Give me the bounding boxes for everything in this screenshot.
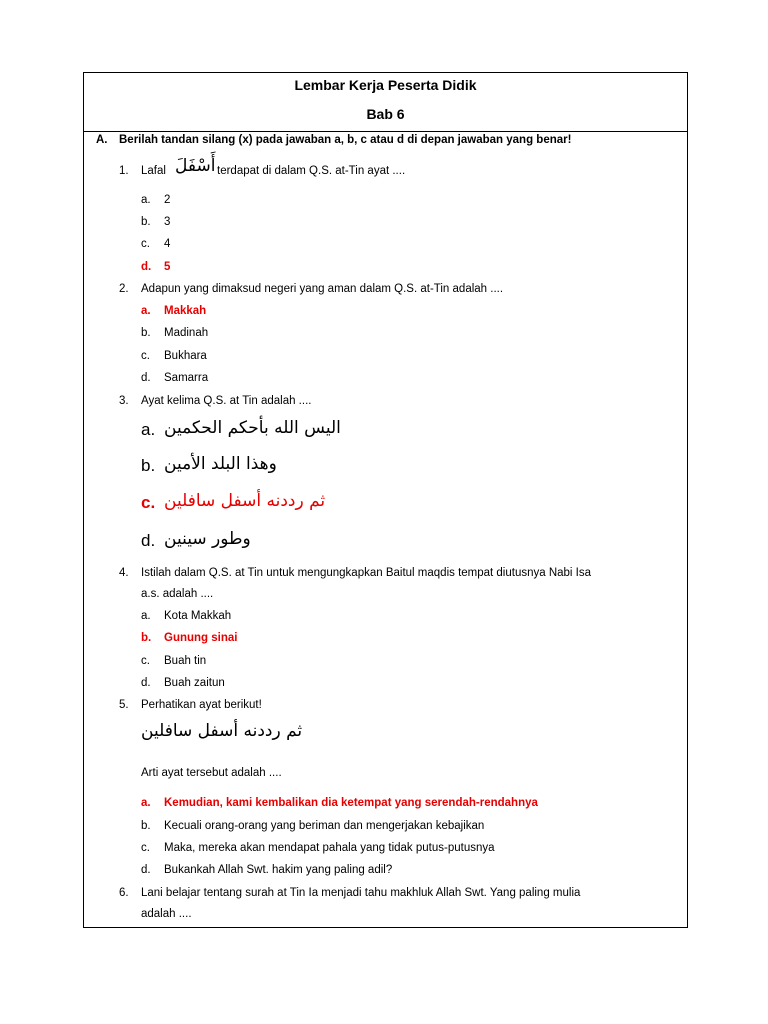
q5-option-d-letter: d. bbox=[141, 864, 151, 876]
q4-number: 4. bbox=[119, 567, 129, 579]
q1-number: 1. bbox=[119, 165, 129, 177]
q5-number: 5. bbox=[119, 699, 129, 711]
q3-option-a-letter: a. bbox=[141, 420, 156, 439]
q4-option-d: Buah zaitun bbox=[164, 677, 225, 689]
page-title: Lembar Kerja Peserta Didik bbox=[294, 77, 477, 93]
q4-text-line2: a.s. adalah .... bbox=[141, 588, 214, 600]
q2-text: Adapun yang dimaksud negeri yang aman dalam Q.S. at-Tin adalah .... bbox=[141, 283, 504, 295]
q1-suffix: terdapat di dalam Q.S. at-Tin ayat .... bbox=[217, 165, 406, 177]
q6-text-line1: Lani belajar tentang surah at Tin Ia menjadi tahu makhluk Allah Swt. Yang paling mulia bbox=[141, 887, 581, 899]
q1-option-a: 2 bbox=[164, 194, 171, 206]
q4-option-c-letter: c. bbox=[141, 655, 150, 667]
q3-option-d-letter: d. bbox=[141, 531, 156, 550]
q3-option-b-letter: b. bbox=[141, 456, 156, 475]
q3-text: Ayat kelima Q.S. at Tin adalah .... bbox=[141, 395, 312, 407]
q3-option-b: وهذا البلد الأمين bbox=[164, 454, 277, 474]
q1-option-d-letter: d. bbox=[141, 261, 152, 273]
q1-option-b: 3 bbox=[164, 216, 171, 228]
q5-option-a-answer: Kemudian, kami kembalikan dia ketempat yang serendah-rendahnya bbox=[164, 797, 538, 809]
q3-option-a: اليس الله بأحكم الحكمين bbox=[164, 418, 341, 438]
chapter-title: Bab 6 bbox=[366, 106, 405, 122]
q3-option-c-answer: ثم رددنه أسفل سافلين bbox=[164, 491, 326, 511]
q5-option-d: Bukankah Allah Swt. hakim yang paling adil? bbox=[164, 864, 393, 876]
q2-option-c: Bukhara bbox=[164, 350, 207, 362]
q1-option-a-letter: a. bbox=[141, 194, 151, 206]
q5-option-b: Kecuali orang-orang yang beriman dan mengerjakan kebajikan bbox=[164, 820, 485, 832]
q4-option-a-letter: a. bbox=[141, 610, 151, 622]
q3-option-d: وطور سينين bbox=[164, 529, 251, 549]
q1-arabic-word: أَسْفَلَ bbox=[175, 156, 216, 176]
section-instruction: Berilah tandan silang (x) pada jawaban a, b, c atau d di depan jawaban yang benar! bbox=[119, 134, 572, 146]
q1-option-b-letter: b. bbox=[141, 216, 151, 228]
q2-number: 2. bbox=[119, 283, 129, 295]
q1-option-c: 4 bbox=[164, 238, 171, 250]
q2-option-a-answer: Makkah bbox=[164, 305, 207, 317]
q5-option-c: Maka, mereka akan mendapat pahala yang tidak putus-putusnya bbox=[164, 842, 495, 854]
q3-number: 3. bbox=[119, 395, 129, 407]
q2-option-b: Madinah bbox=[164, 327, 209, 339]
q1-prefix: Lafal bbox=[141, 165, 166, 177]
q4-option-b-answer: Gunung sinai bbox=[164, 632, 238, 644]
q4-option-a: Kota Makkah bbox=[164, 610, 232, 622]
q4-option-c: Buah tin bbox=[164, 655, 207, 667]
q1-option-c-letter: c. bbox=[141, 238, 150, 250]
q2-option-d: Samarra bbox=[164, 372, 209, 384]
q2-option-c-letter: c. bbox=[141, 350, 150, 362]
q4-option-d-letter: d. bbox=[141, 677, 151, 689]
q4-text-line1: Istilah dalam Q.S. at Tin untuk mengungkapkan Baitul maqdis tempat diutusnya Nabi Isa bbox=[141, 567, 592, 579]
section-letter: A. bbox=[96, 134, 108, 146]
q2-option-a-letter: a. bbox=[141, 305, 151, 317]
q5-option-c-letter: c. bbox=[141, 842, 150, 854]
q2-option-b-letter: b. bbox=[141, 327, 151, 339]
q5-arabic-verse: ثم رددنه أسفل سافلين bbox=[141, 721, 303, 741]
q6-number: 6. bbox=[119, 887, 129, 899]
q6-text-line2: adalah .... bbox=[141, 908, 192, 920]
q1-option-d-answer: 5 bbox=[164, 261, 171, 273]
q5-text: Perhatikan ayat berikut! bbox=[141, 699, 262, 711]
q2-option-d-letter: d. bbox=[141, 372, 151, 384]
q4-option-b-letter: b. bbox=[141, 632, 152, 644]
worksheet-header bbox=[84, 73, 687, 132]
q5-option-b-letter: b. bbox=[141, 820, 151, 832]
q3-option-c-letter: c. bbox=[141, 493, 156, 512]
q5-prompt: Arti ayat tersebut adalah .... bbox=[141, 767, 282, 779]
q5-option-a-letter: a. bbox=[141, 797, 151, 809]
